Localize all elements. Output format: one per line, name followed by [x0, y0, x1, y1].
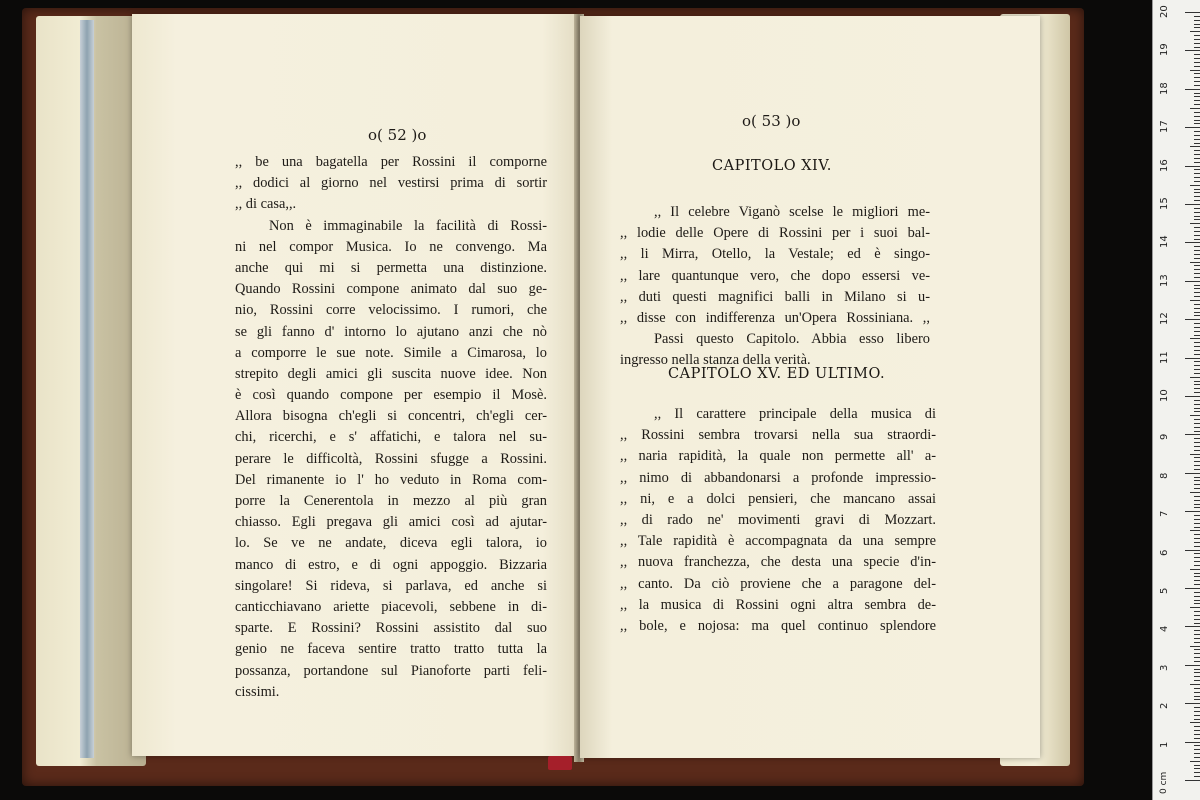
ruler-tick [1194, 73, 1200, 74]
ruler-tick [1194, 715, 1200, 716]
ruler-tick [1194, 365, 1200, 366]
ruler-tick [1194, 542, 1200, 543]
ruler-tick [1194, 350, 1200, 351]
ruler-tick [1194, 726, 1200, 727]
text-line: chi, ricerchi, e s' affatichi, e talora nel su- [235, 429, 547, 446]
ruler-tick [1185, 89, 1200, 90]
text-line: possanza, portandone sul Pianoforte parti feli- [235, 662, 547, 679]
text-line: Del rimanente io l' ho veduto in Roma com- [235, 471, 547, 488]
ruler-tick [1185, 50, 1200, 51]
text-line: ,, be una bagatella per Rossini il comporne [235, 154, 547, 170]
text-line: ,, la musica di Rossini ogni altra sembra de- [620, 596, 936, 613]
text-line: anche qui mi si permetta una distinzione. [235, 259, 547, 276]
ruler-tick [1194, 457, 1200, 458]
ruler-tick [1194, 331, 1200, 332]
ruler-tick [1194, 745, 1200, 746]
text-line: ,, Rossini sembra trovarsi nella sua straordi- [620, 427, 936, 444]
text-line: nio, Rossini corre velocissimo. I rumori, che [235, 302, 547, 319]
ruler-number: 20 [1159, 5, 1170, 18]
text-line: Passi questo Capitolo. Abbia esso libero [654, 331, 930, 348]
ruler-tick [1185, 703, 1200, 704]
text-line: ,, di rado ne' movimenti gravi di Mozzart. [620, 511, 936, 528]
ruler-tick [1194, 288, 1200, 289]
ruler-tick [1194, 196, 1200, 197]
ruler-tick [1185, 626, 1200, 627]
ruler-tick [1194, 315, 1200, 316]
ruler-tick [1194, 335, 1200, 336]
ruler-tick [1194, 680, 1200, 681]
ruler-tick [1194, 66, 1200, 67]
ruler-tick [1194, 623, 1200, 624]
ruler-tick [1194, 408, 1200, 409]
ruler-tick [1194, 265, 1200, 266]
ruler-tick [1194, 404, 1200, 405]
ruler-tick [1194, 135, 1200, 136]
ruler-tick [1190, 454, 1200, 455]
ruler-tick [1194, 757, 1200, 758]
ruler-tick [1194, 43, 1200, 44]
ruler-tick [1194, 496, 1200, 497]
ruler-tick [1194, 47, 1200, 48]
ruler-tick [1194, 619, 1200, 620]
ruler-tick [1194, 465, 1200, 466]
right-page [580, 16, 1040, 758]
ruler-tick [1190, 569, 1200, 570]
text-line: ,, duti questi magnifici balli in Milano si u- [620, 288, 930, 305]
ruler-tick [1194, 231, 1200, 232]
text-line: lo. Se ve ne andate, diceva egli talora, io [235, 535, 547, 552]
ruler-tick [1190, 722, 1200, 723]
text-line: ,, bole, e nojosa: ma quel continuo splendore [620, 617, 936, 634]
ruler-tick [1194, 373, 1200, 374]
ruler-tick [1194, 62, 1200, 63]
left-page-edges [36, 16, 146, 766]
ruler-tick [1194, 162, 1200, 163]
ruler-tick [1194, 611, 1200, 612]
ruler-tick [1190, 684, 1200, 685]
ruler-number: 15 [1159, 197, 1170, 210]
ruler-tick [1194, 239, 1200, 240]
ruler-tick [1190, 415, 1200, 416]
ruler-tick [1194, 657, 1200, 658]
text-line: ,, canto. Da ciò proviene che a paragone del- [620, 575, 936, 592]
ruler-tick [1190, 761, 1200, 762]
ruler-tick [1194, 158, 1200, 159]
ruler-tick [1194, 507, 1200, 508]
ruler-tick [1194, 553, 1200, 554]
ruler-tick [1194, 573, 1200, 574]
text-line: a comporre le sue note. Simile a Cimarosa, lo [235, 344, 547, 361]
ruler-number: 10 [1159, 389, 1170, 402]
ruler-tick [1190, 31, 1200, 32]
ruler-tick [1190, 300, 1200, 301]
ruler-tick [1194, 576, 1200, 577]
ruler-tick [1194, 584, 1200, 585]
ruler-tick [1194, 323, 1200, 324]
text-line: Quando Rossini compone animato dal suo ge- [235, 281, 547, 298]
text-line: ,, naria rapidità, la quale non permette all' a- [620, 448, 936, 465]
text-line: canticchiavano ariette piacevoli, sebbene in di- [235, 598, 547, 615]
ruler-tick [1194, 672, 1200, 673]
ruler-tick [1194, 734, 1200, 735]
ruler-tick [1194, 16, 1200, 17]
ruler-number: 8 [1159, 472, 1170, 479]
ruler-tick [1194, 258, 1200, 259]
ruler-tick [1194, 181, 1200, 182]
text-line: è così quando compone per esempio il Mosè. [235, 387, 547, 404]
ruler-tick [1194, 423, 1200, 424]
ruler-tick [1194, 615, 1200, 616]
ruler-number: 2 [1159, 702, 1170, 710]
ruler-tick [1194, 772, 1200, 773]
ruler-tick [1194, 450, 1200, 451]
ruler-number: 3 [1159, 664, 1170, 671]
ruler-tick [1194, 39, 1200, 40]
ruler-tick [1194, 269, 1200, 270]
ruler-tick [1194, 296, 1200, 297]
ruler-tick [1194, 580, 1200, 581]
ruler-tick [1194, 381, 1200, 382]
ruler-tick [1190, 223, 1200, 224]
ruler-tick [1194, 699, 1200, 700]
ruler-tick [1194, 768, 1200, 769]
text-line: porre la Cenerentola in mezzo al più gran [235, 493, 547, 509]
text-line: ni nel compor Musica. Io ne convengo. Ma [235, 238, 547, 255]
ruler-tick [1194, 411, 1200, 412]
chapter-15-text [620, 404, 936, 637]
ruler-tick [1194, 519, 1200, 520]
text-line: sparte. E Rossini? Rossini assistito dal suo [235, 620, 547, 637]
text-line: ,, lodie delle Opere di Rossini per i suoi bal- [620, 225, 930, 242]
ruler-tick [1185, 511, 1200, 512]
ruler-number: 9 [1159, 434, 1170, 441]
ruler-tick [1194, 534, 1200, 535]
text-line: singolare! Si rideva, si parlava, ed anche si [235, 577, 547, 594]
ruler-tick [1194, 546, 1200, 547]
ruler-tick [1194, 304, 1200, 305]
ruler-tick [1185, 588, 1200, 589]
left-page [132, 14, 578, 756]
ruler-tick [1185, 396, 1200, 397]
ruler-tick [1194, 150, 1200, 151]
text-line: ,, ni, e a dolci pensieri, che mancano assai [620, 490, 936, 507]
ruler-tick [1194, 273, 1200, 274]
ruler-tick [1194, 342, 1200, 343]
ruler-tick [1194, 738, 1200, 739]
ruler-tick [1185, 127, 1200, 128]
ruler-tick [1194, 227, 1200, 228]
ruler-tick [1194, 719, 1200, 720]
ruler-tick [1194, 85, 1200, 86]
ruler-tick [1194, 400, 1200, 401]
ruler-tick [1194, 600, 1200, 601]
text-line: perare le difficoltà, Rossini sfugge a Rossini. [235, 450, 547, 467]
ruler-tick [1194, 100, 1200, 101]
text-line: Allora bisogna ch'egli si concentri, ch'egli cer- [235, 408, 547, 425]
ruler-tick [1194, 96, 1200, 97]
ruler-tick [1185, 550, 1200, 551]
text-line: ,, dodici al giorno nel vestirsi prima di sortir [235, 175, 547, 192]
ruler-tick [1194, 312, 1200, 313]
ruler-tick [1194, 642, 1200, 643]
ruler-tick [1194, 27, 1200, 28]
ruler-tick [1194, 250, 1200, 251]
text-line: se gli fanno d' intorno lo ajutano anzi che nò [235, 323, 547, 340]
ruler-tick [1194, 565, 1200, 566]
ruler-tick [1194, 592, 1200, 593]
ruler-tick [1194, 603, 1200, 604]
ruler-tick [1194, 488, 1200, 489]
ruler-tick [1185, 473, 1200, 474]
ruler-tick [1194, 58, 1200, 59]
ruler-tick [1194, 246, 1200, 247]
ruler-number: 19 [1159, 43, 1170, 57]
ruler-number: 18 [1159, 82, 1170, 95]
ruler-number: 7 [1159, 510, 1170, 518]
ruler-tick [1194, 20, 1200, 21]
text-line: chiasso. Egli pregava gli amici così ad ajutar- [235, 514, 547, 531]
ruler-tick [1194, 384, 1200, 385]
ruler-tick [1194, 308, 1200, 309]
ruler-tick [1194, 139, 1200, 140]
ruler-tick [1194, 154, 1200, 155]
ruler-number: 5 [1159, 587, 1170, 594]
ruler-tick [1194, 461, 1200, 462]
ruler-number: 17 [1159, 120, 1170, 134]
ruler-tick [1185, 12, 1200, 13]
ruler-tick [1194, 285, 1200, 286]
ruler-tick [1194, 427, 1200, 428]
page-number-right: o( 53 )o [742, 112, 801, 130]
ruler-tick [1190, 607, 1200, 608]
ruler-tick [1194, 557, 1200, 558]
ruler-tick [1185, 742, 1200, 743]
ruler-number: 12 [1159, 312, 1170, 326]
ruler-tick [1185, 204, 1200, 205]
measurement-ruler [1152, 0, 1200, 800]
ruler-tick [1194, 143, 1200, 144]
ruler-tick [1194, 477, 1200, 478]
ruler-tick [1194, 419, 1200, 420]
ruler-tick [1194, 692, 1200, 693]
ruler-tick [1194, 669, 1200, 670]
ruler-tick [1194, 177, 1200, 178]
ruler-tick [1194, 77, 1200, 78]
ruler-tick [1194, 676, 1200, 677]
ruler-tick [1185, 780, 1200, 781]
ruler-number: 13 [1159, 274, 1170, 287]
ruler-tick [1194, 711, 1200, 712]
ruler-number: 1 [1159, 741, 1170, 748]
text-line: ,, lare quantunque vero, che dopo essersi ve- [620, 267, 930, 284]
ruler-tick [1185, 281, 1200, 282]
ruler-tick [1194, 515, 1200, 516]
ruler-tick [1185, 358, 1200, 359]
ruler-tick [1190, 70, 1200, 71]
ruler-tick [1194, 776, 1200, 777]
text-line: ,, Il carattere principale della musica di [654, 406, 936, 422]
bookmark-ribbon [548, 756, 572, 770]
ruler-tick [1194, 354, 1200, 355]
ruler-tick [1185, 166, 1200, 167]
ruler-tick [1185, 319, 1200, 320]
ruler-tick [1194, 189, 1200, 190]
text-line: ,, nimo di abbandonarsi a profonde impressio- [620, 469, 936, 486]
ruler-tick [1194, 112, 1200, 113]
ruler-tick [1194, 469, 1200, 470]
ruler-number: 16 [1159, 158, 1170, 172]
ruler-tick [1194, 327, 1200, 328]
ruler-tick [1194, 442, 1200, 443]
ruler-tick [1185, 665, 1200, 666]
ruler-tick [1194, 649, 1200, 650]
ruler-tick [1190, 646, 1200, 647]
text-line: manco di estro, e di ogni appoggio. Bizzaria [235, 556, 547, 573]
ruler-tick [1194, 192, 1200, 193]
ruler-tick [1194, 123, 1200, 124]
chapter-14-text [620, 202, 930, 372]
text-line: ,, li Mirra, Otello, la Vestale; ed è singo- [620, 246, 930, 263]
text-line: strepito degli amici gli suscita nuove idee. Non [235, 365, 547, 382]
ruler-tick [1194, 688, 1200, 689]
text-line: ,, nuova franchezza, che desta una specie d'in- [620, 554, 936, 571]
ruler-tick [1194, 131, 1200, 132]
ruler-tick [1185, 242, 1200, 243]
ruler-tick [1190, 377, 1200, 378]
text-line: ,, di casa,,. [235, 196, 297, 213]
ruler-tick [1194, 219, 1200, 220]
ruler-tick [1194, 81, 1200, 82]
text-line: ,, Tale rapidità è accompagnata da una sempre [620, 533, 936, 550]
ruler-tick [1194, 116, 1200, 117]
text-line: ,, disse con indifferenza un'Opera Rossiniana. ,, [620, 309, 930, 326]
ruler-number: 6 [1159, 549, 1170, 556]
ruler-tick [1190, 338, 1200, 339]
chapter-15-title: CAPITOLO XV. ED ULTIMO. [668, 366, 886, 382]
ruler-tick [1194, 500, 1200, 501]
ruler-tick [1194, 749, 1200, 750]
ruler-tick [1194, 504, 1200, 505]
ruler-tick [1194, 346, 1200, 347]
ruler-tick [1194, 254, 1200, 255]
ruler-tick [1190, 108, 1200, 109]
ruler-tick [1194, 438, 1200, 439]
ruler-tick [1194, 446, 1200, 447]
ruler-tick [1194, 707, 1200, 708]
ruler-tick [1194, 104, 1200, 105]
ruler-tick [1194, 638, 1200, 639]
ruler-tick [1194, 120, 1200, 121]
ruler-tick [1194, 634, 1200, 635]
text-line: genio ne faceva sentire tratto tratto tutta la [235, 641, 547, 658]
ruler-unit-label: 0 cm [1159, 771, 1169, 794]
ruler-tick [1194, 173, 1200, 174]
ruler-tick [1194, 212, 1200, 213]
ruler-tick [1194, 484, 1200, 485]
ruler-tick [1194, 431, 1200, 432]
ruler-tick [1194, 93, 1200, 94]
text-line: ingresso nella stanza della verità. [620, 352, 811, 369]
left-page-text [235, 152, 547, 703]
ruler-tick [1194, 653, 1200, 654]
ruler-tick [1194, 765, 1200, 766]
ruler-tick [1194, 235, 1200, 236]
ruler-tick [1194, 661, 1200, 662]
ruler-tick [1194, 216, 1200, 217]
ruler-tick [1194, 527, 1200, 528]
ruler-tick [1194, 24, 1200, 25]
ruler-tick [1194, 630, 1200, 631]
ruler-tick [1194, 292, 1200, 293]
ruler-tick [1194, 480, 1200, 481]
ruler-tick [1194, 392, 1200, 393]
ruler-tick [1194, 753, 1200, 754]
ruler-tick [1194, 596, 1200, 597]
text-line: Non è immaginabile la facilità di Rossi- [269, 217, 547, 234]
ruler-number: 11 [1159, 350, 1170, 364]
ruler-tick [1194, 277, 1200, 278]
ruler-tick [1194, 169, 1200, 170]
ruler-tick [1194, 208, 1200, 209]
ruler-tick [1194, 523, 1200, 524]
ruler-tick [1194, 200, 1200, 201]
ruler-tick [1194, 369, 1200, 370]
ruler-number: 14 [1159, 235, 1170, 249]
ruler-tick [1185, 434, 1200, 435]
ruler-tick [1190, 262, 1200, 263]
text-line: cissimi. [235, 683, 280, 700]
ruler-tick [1190, 185, 1200, 186]
ruler-tick [1194, 361, 1200, 362]
chapter-14-title: CAPITOLO XIV. [712, 158, 832, 174]
ruler-tick [1194, 730, 1200, 731]
page-number-left: o( 52 )o [368, 126, 427, 144]
ruler-tick [1190, 530, 1200, 531]
text-line: ,, Il celebre Viganò scelse le migliori me- [654, 204, 930, 220]
ruler-tick [1190, 146, 1200, 147]
ruler-tick [1194, 561, 1200, 562]
ruler-tick [1194, 35, 1200, 36]
ruler-tick [1194, 538, 1200, 539]
ruler-tick [1194, 696, 1200, 697]
ruler-tick [1194, 54, 1200, 55]
ruler-number: 4 [1159, 626, 1170, 633]
ruler-tick [1194, 388, 1200, 389]
ruler-tick [1190, 492, 1200, 493]
